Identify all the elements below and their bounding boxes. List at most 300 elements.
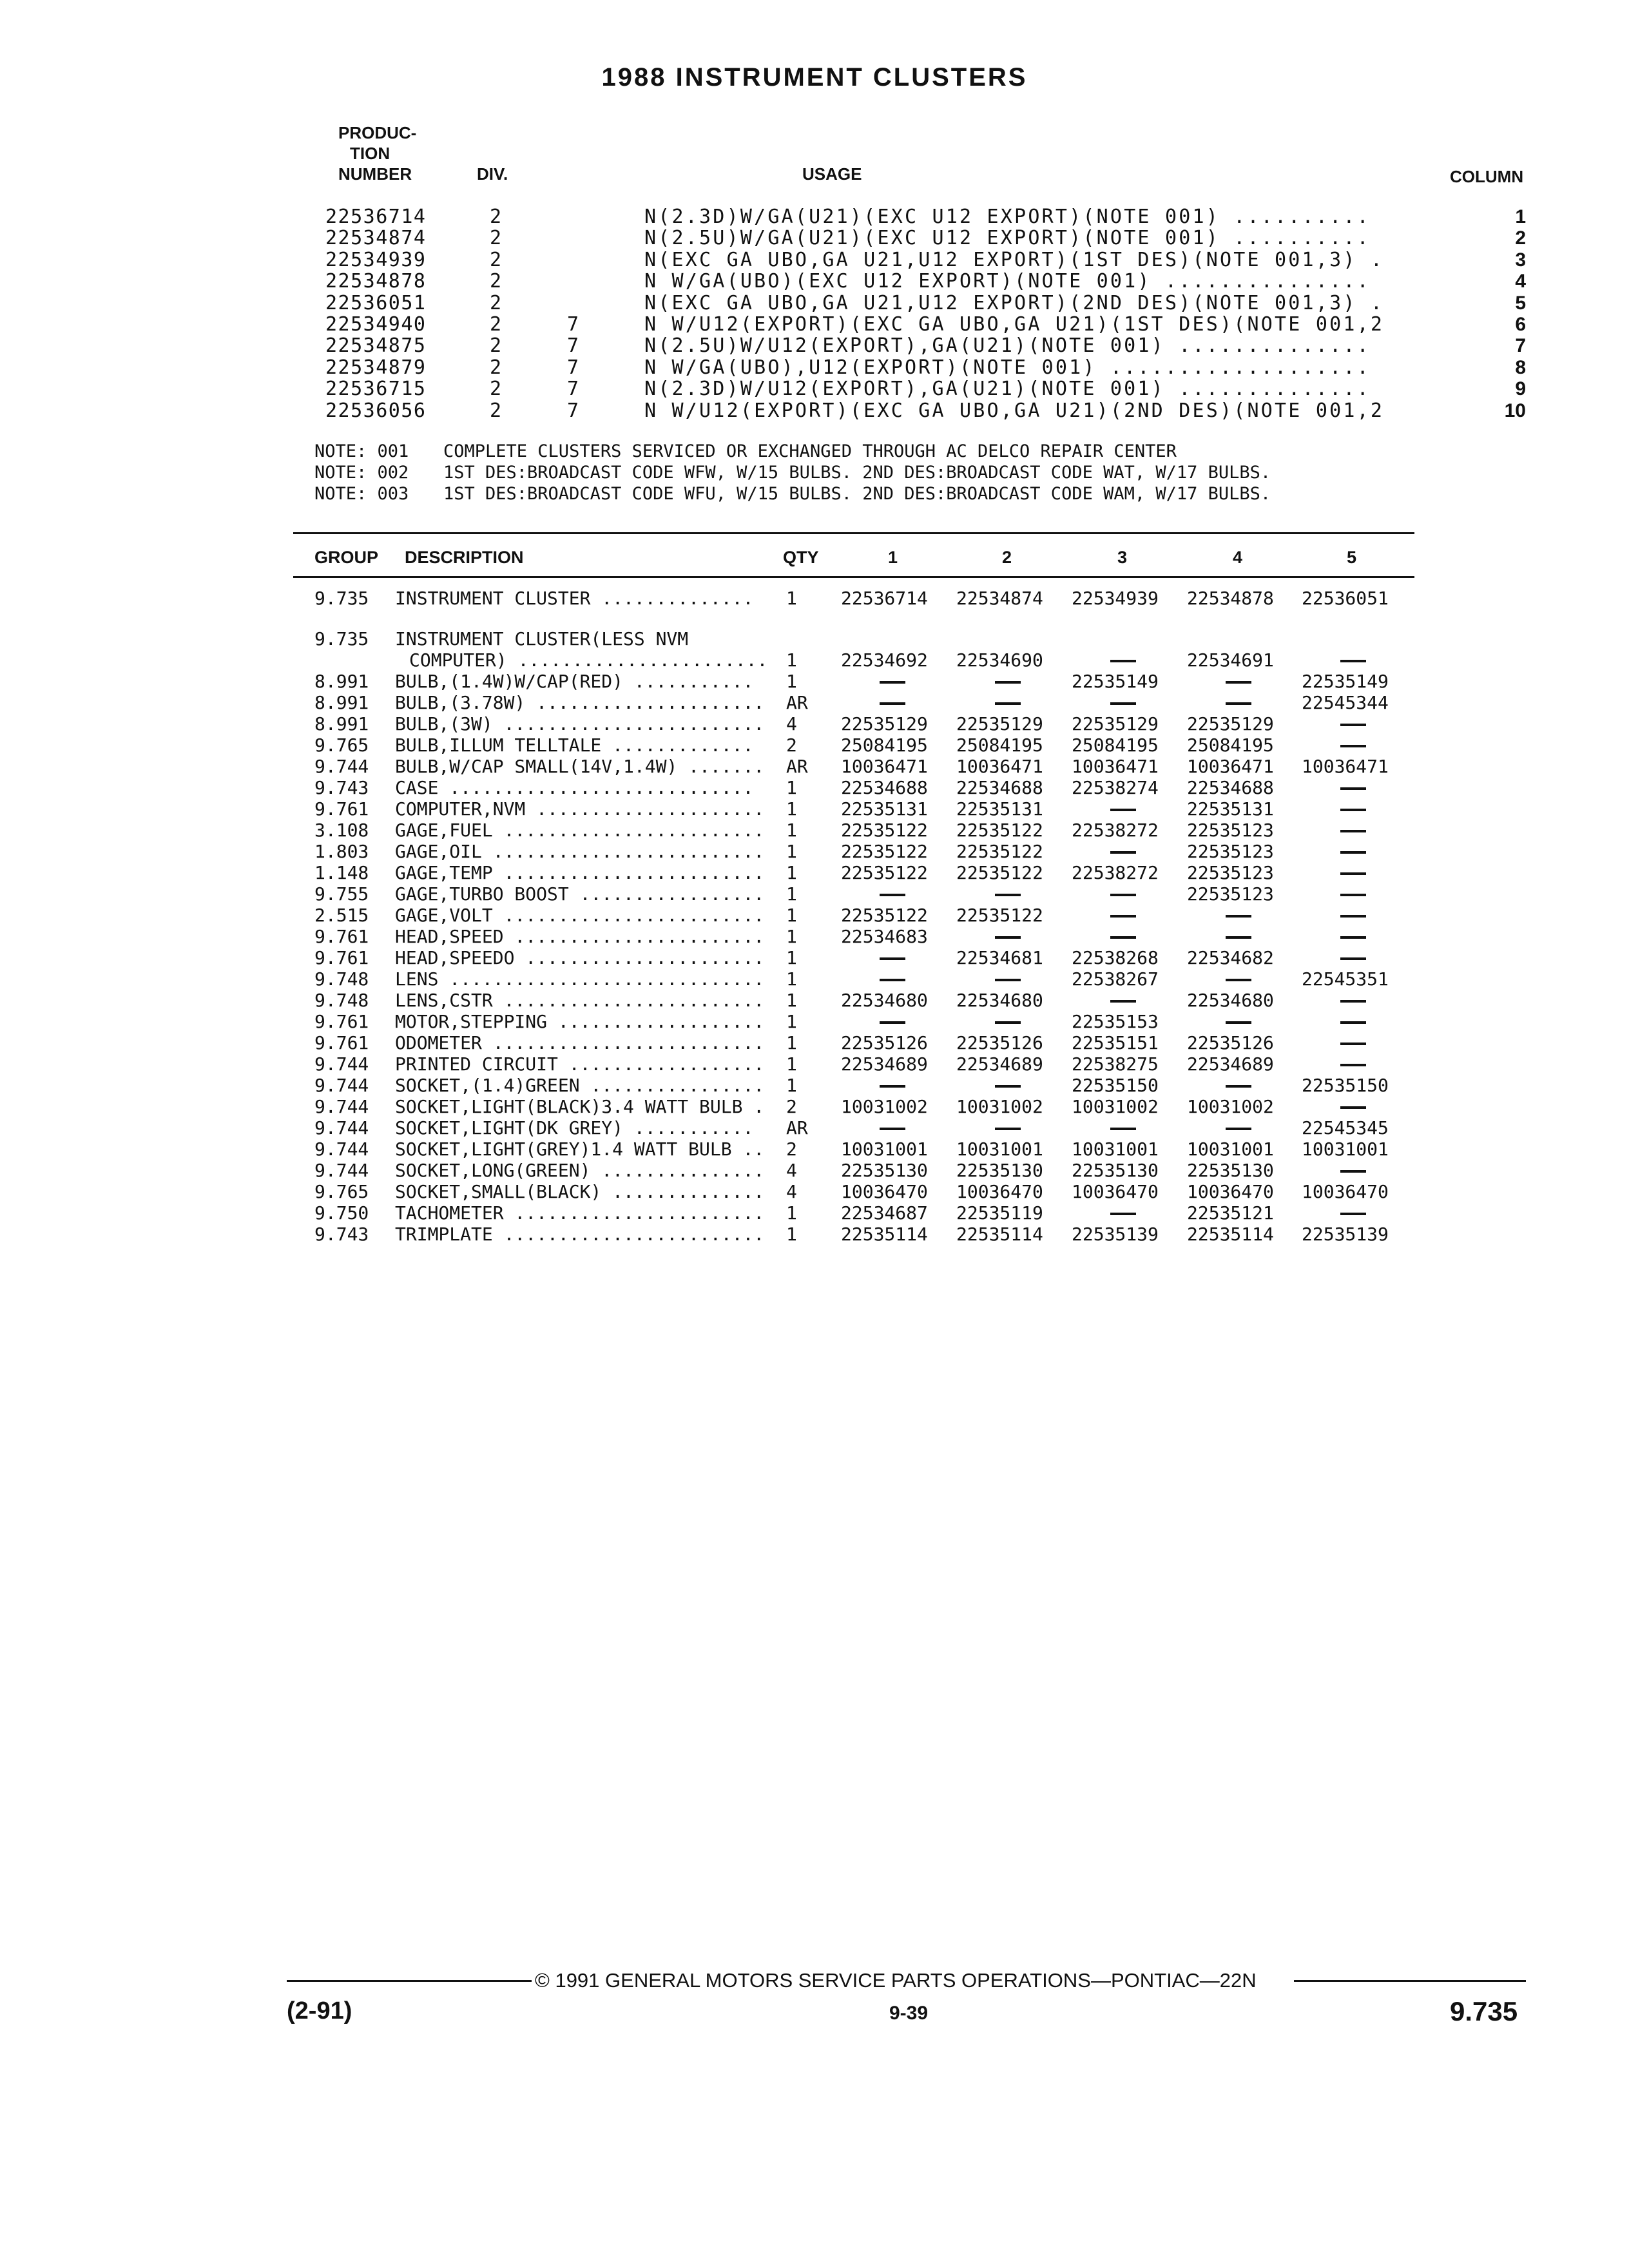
part-number-col-1: [841, 947, 905, 968]
footer-page-number: 9-39: [889, 2003, 929, 2024]
production-column: 6: [1515, 313, 1526, 335]
part-number-col-4: 10031002: [1187, 1096, 1274, 1117]
th-col-3: 3: [1117, 548, 1128, 567]
part-qty: 2: [786, 1096, 797, 1117]
table-row: [0, 947, 1629, 968]
part-group: 8.991: [314, 713, 369, 735]
not-applicable-dash: [1340, 957, 1366, 960]
not-applicable-dash: [1226, 936, 1251, 939]
not-applicable-dash: [995, 1085, 1021, 1088]
footer-rule-left: [287, 1980, 532, 1982]
part-group: 9.748: [314, 990, 369, 1011]
part-number-col-3: 22535150: [1072, 1075, 1159, 1096]
part-number-col-4: 22534680: [1187, 990, 1274, 1011]
not-applicable-dash: [995, 979, 1021, 981]
part-group: 9.761: [314, 798, 369, 820]
production-div: 2: [490, 227, 502, 250]
not-applicable-dash: [1110, 915, 1136, 918]
not-applicable-dash: [1110, 1213, 1136, 1215]
part-group: 1.148: [314, 862, 369, 883]
table-row: [0, 1096, 1629, 1117]
not-applicable-dash: [1340, 1000, 1366, 1003]
production-column: 5: [1515, 292, 1526, 314]
part-number-col-1: 22535126: [841, 1032, 928, 1053]
production-row: [0, 335, 1629, 356]
note-text: COMPLETE CLUSTERS SERVICED OR EXCHANGED THROUGH AC DELCO REPAIR CENTER: [443, 441, 1177, 461]
part-number-col-3: 22538272: [1072, 820, 1159, 841]
table-row: [0, 756, 1629, 777]
table-row: [0, 628, 1629, 649]
table-row: [0, 1032, 1629, 1053]
part-group: 8.991: [314, 692, 369, 713]
part-number-col-4: 22534691: [1187, 649, 1274, 671]
not-applicable-dash: [880, 1021, 905, 1024]
not-applicable-dash: [995, 936, 1021, 939]
part-description: TRIMPLATE ........................: [395, 1224, 765, 1245]
part-number-col-3: 22535151: [1072, 1032, 1159, 1053]
part-group: 9.735: [314, 588, 369, 609]
production-row: [0, 227, 1629, 249]
production-column: 1: [1515, 206, 1526, 227]
part-number-col-2: 22535122: [956, 841, 1043, 862]
production-table: [0, 206, 1629, 421]
part-number-col-5: 10036471: [1302, 756, 1389, 777]
table-row: [0, 1202, 1629, 1224]
part-number-col-5: 22545351: [1302, 968, 1389, 990]
production-div: 2: [490, 206, 502, 228]
part-description: SOCKET,LONG(GREEN) ...............: [395, 1160, 765, 1181]
part-number-col-5: [1302, 1032, 1366, 1053]
part-number-col-2: 22534874: [956, 588, 1043, 609]
header-usage: USAGE: [802, 164, 862, 184]
not-applicable-dash: [995, 681, 1021, 684]
part-number-col-3: [1072, 883, 1136, 905]
table-row: [0, 1075, 1629, 1096]
part-number-col-3: [1072, 1117, 1136, 1139]
part-number-col-3: 22538268: [1072, 947, 1159, 968]
part-qty: 2: [786, 1139, 797, 1160]
part-number-col-5: [1302, 1096, 1366, 1117]
not-applicable-dash: [1340, 830, 1366, 832]
production-div-secondary: 7: [567, 356, 579, 379]
part-number-col-2: 22535122: [956, 905, 1043, 926]
part-number-col-1: [841, 692, 905, 713]
part-qty: 4: [786, 1181, 797, 1202]
production-usage: N(EXC GA UBO,GA U21,U12 EXPORT)(2ND DES)(NOTE 001,3) .: [644, 291, 1385, 314]
production-number: 22534874: [325, 227, 427, 250]
part-group: 9.761: [314, 1032, 369, 1053]
not-applicable-dash: [1340, 936, 1366, 939]
table-row: [0, 883, 1629, 905]
production-usage: N W/U12(EXPORT)(EXC GA UBO,GA U21)(2ND DES)(NOTE 001,2: [644, 399, 1385, 422]
part-number-col-5: 10031001: [1302, 1139, 1389, 1160]
production-div: 2: [490, 248, 502, 271]
table-row: [0, 713, 1629, 735]
part-number-col-5: [1302, 990, 1366, 1011]
production-usage: N W/GA(UBO)(EXC U12 EXPORT)(NOTE 001) ...............: [644, 270, 1371, 293]
note-line: [314, 483, 1271, 505]
part-number-col-2: 22535129: [956, 713, 1043, 735]
part-number-col-2: [956, 692, 1021, 713]
part-group: 9.744: [314, 1096, 369, 1117]
part-number-col-1: 22535129: [841, 713, 928, 735]
part-description: LENS .............................: [395, 968, 765, 990]
part-number-col-4: 22535114: [1187, 1224, 1274, 1245]
part-number-col-4: 10036471: [1187, 756, 1274, 777]
part-group: 9.761: [314, 947, 369, 968]
part-group: 8.991: [314, 671, 369, 692]
table-row: [0, 1139, 1629, 1160]
not-applicable-dash: [1340, 745, 1366, 747]
part-number-col-5: [1302, 841, 1366, 862]
part-number-col-4: 22535123: [1187, 862, 1274, 883]
part-group: 9.750: [314, 1202, 369, 1224]
part-number-col-5: 22545344: [1302, 692, 1389, 713]
part-qty: 1: [786, 1224, 797, 1245]
not-applicable-dash: [1110, 1128, 1136, 1130]
part-number-col-1: 22535122: [841, 841, 928, 862]
part-number-col-1: 22534683: [841, 926, 928, 947]
production-usage: N(2.3D)W/GA(U21)(EXC U12 EXPORT)(NOTE 001) ..........: [644, 206, 1371, 228]
part-number-col-2: 22534689: [956, 1053, 1043, 1075]
part-number-col-5: [1302, 862, 1366, 883]
part-number-col-4: [1187, 1075, 1251, 1096]
part-description: GAGE,VOLT ........................: [395, 905, 765, 926]
not-applicable-dash: [1340, 1043, 1366, 1045]
production-number: 22536051: [325, 291, 427, 314]
part-number-col-4: [1187, 905, 1251, 926]
production-number: 22536056: [325, 399, 427, 422]
th-col-2: 2: [1002, 548, 1012, 567]
part-description: BULB,W/CAP SMALL(14V,1.4W) .......: [395, 756, 765, 777]
not-applicable-dash: [1110, 936, 1136, 939]
not-applicable-dash: [1340, 1106, 1366, 1109]
part-description: ODOMETER .........................: [395, 1032, 765, 1053]
header-production-line3: NUMBER: [338, 164, 412, 184]
part-qty: 1: [786, 1032, 797, 1053]
part-group: 9.765: [314, 735, 369, 756]
not-applicable-dash: [1340, 809, 1366, 811]
part-number-col-2: 22535126: [956, 1032, 1043, 1053]
part-number-col-4: 22535123: [1187, 820, 1274, 841]
not-applicable-dash: [995, 894, 1021, 896]
part-number-col-5: 10036470: [1302, 1181, 1389, 1202]
production-column: 9: [1515, 378, 1526, 400]
part-number-col-3: 10031002: [1072, 1096, 1159, 1117]
not-applicable-dash: [1110, 894, 1136, 896]
part-description: INSTRUMENT CLUSTER ..............: [395, 588, 754, 609]
production-column: 7: [1515, 335, 1526, 357]
production-div-secondary: 7: [567, 399, 579, 422]
production-div-secondary: 7: [567, 378, 579, 401]
part-number-col-4: 22535129: [1187, 713, 1274, 735]
part-number-col-1: [841, 883, 905, 905]
not-applicable-dash: [1340, 1170, 1366, 1173]
part-number-col-3: 10036471: [1072, 756, 1159, 777]
part-number-col-4: 25084195: [1187, 735, 1274, 756]
production-number: 22536714: [325, 206, 427, 228]
not-applicable-dash: [1226, 979, 1251, 981]
table-row: [0, 1181, 1629, 1202]
part-description: TACHOMETER .......................: [395, 1202, 765, 1224]
production-row: [0, 206, 1629, 227]
part-qty: 1: [786, 1011, 797, 1032]
table-row: [0, 671, 1629, 692]
part-number-col-1: 22535130: [841, 1160, 928, 1181]
footer-group-number: 9.735: [1450, 1996, 1518, 2026]
part-number-col-1: [841, 968, 905, 990]
part-number-col-3: [1072, 798, 1136, 820]
note-text: 1ST DES:BROADCAST CODE WFU, W/15 BULBS. 2ND DES:BROADCAST CODE WAM, W/17 BULBS.: [443, 484, 1271, 504]
part-number-col-2: [956, 1075, 1021, 1096]
header-div: DIV.: [477, 164, 508, 184]
th-qty: QTY: [783, 548, 819, 567]
part-group: 2.515: [314, 905, 369, 926]
not-applicable-dash: [1340, 851, 1366, 854]
part-number-col-3: [1072, 990, 1136, 1011]
not-applicable-dash: [1226, 915, 1251, 918]
part-description: SOCKET,(1.4)GREEN ................: [395, 1075, 765, 1096]
part-description: HEAD,SPEED .......................: [395, 926, 765, 947]
table-row: [0, 926, 1629, 947]
part-number-col-4: 22535123: [1187, 883, 1274, 905]
part-description: SOCKET,LIGHT(GREY)1.4 WATT BULB ..: [395, 1139, 765, 1160]
part-qty: 2: [786, 735, 797, 756]
part-number-col-1: 10036470: [841, 1181, 928, 1202]
part-number-col-5: [1302, 1053, 1366, 1075]
part-number-col-1: 22535122: [841, 905, 928, 926]
part-number-col-4: [1187, 1117, 1251, 1139]
not-applicable-dash: [880, 681, 905, 684]
part-description: GAGE,FUEL ........................: [395, 820, 765, 841]
part-description: CASE ............................: [395, 777, 754, 798]
table-row: [0, 1117, 1629, 1139]
part-description: BULB,(1.4W)W/CAP(RED) ...........: [395, 671, 754, 692]
not-applicable-dash: [1226, 681, 1251, 684]
part-description: SOCKET,LIGHT(DK GREY) ...........: [395, 1117, 754, 1139]
production-row: [0, 378, 1629, 399]
part-number-col-1: 22535122: [841, 820, 928, 841]
part-number-col-4: [1187, 692, 1251, 713]
production-div: 2: [490, 312, 502, 336]
part-number-col-5: [1302, 905, 1366, 926]
header-column: COLUMN: [1450, 167, 1524, 186]
not-applicable-dash: [880, 979, 905, 981]
part-number-col-5: 22535150: [1302, 1075, 1389, 1096]
part-number-col-3: 10036470: [1072, 1181, 1159, 1202]
part-number-col-5: [1302, 820, 1366, 841]
part-number-col-1: 10031002: [841, 1096, 928, 1117]
part-number-col-2: 22534680: [956, 990, 1043, 1011]
part-description: HEAD,SPEEDO ......................: [395, 947, 765, 968]
part-qty: 1: [786, 947, 797, 968]
part-number-col-5: [1302, 883, 1366, 905]
part-description: LENS,CSTR ........................: [395, 990, 765, 1011]
part-number-col-3: 22535149: [1072, 671, 1159, 692]
part-description: MOTOR,STEPPING ...................: [395, 1011, 765, 1032]
part-number-col-2: [956, 968, 1021, 990]
part-number-col-2: 22534690: [956, 649, 1043, 671]
production-column: 8: [1515, 356, 1526, 378]
not-applicable-dash: [1340, 894, 1366, 896]
part-number-col-3: 22538272: [1072, 862, 1159, 883]
not-applicable-dash: [1110, 702, 1136, 705]
production-row: [0, 271, 1629, 292]
part-number-col-1: 22534687: [841, 1202, 928, 1224]
part-number-col-2: 22535119: [956, 1202, 1043, 1224]
note-text: 1ST DES:BROADCAST CODE WFW, W/15 BULBS. 2ND DES:BROADCAST CODE WAT, W/17 BULBS.: [443, 463, 1271, 483]
not-applicable-dash: [1340, 872, 1366, 875]
part-number-col-5: [1302, 798, 1366, 820]
production-usage: N(EXC GA UBO,GA U21,U12 EXPORT)(1ST DES)(NOTE 001,3) .: [644, 248, 1385, 271]
note-label: NOTE: 002: [314, 463, 409, 483]
part-number-col-1: [841, 1117, 905, 1139]
part-number-col-2: [956, 1011, 1021, 1032]
part-number-col-2: 22534681: [956, 947, 1043, 968]
part-qty: 1: [786, 968, 797, 990]
part-number-col-3: [1072, 905, 1136, 926]
part-description: COMPUTER) .......................: [409, 649, 768, 671]
production-usage: N(2.5U)W/GA(U21)(EXC U12 EXPORT)(NOTE 001) ..........: [644, 227, 1371, 250]
part-number-col-4: [1187, 1011, 1251, 1032]
table-row: [0, 990, 1629, 1011]
part-number-col-4: 22534878: [1187, 588, 1274, 609]
part-number-col-4: [1187, 926, 1251, 947]
part-number-col-1: 10036471: [841, 756, 928, 777]
part-number-col-3: 22538274: [1072, 777, 1159, 798]
part-qty: 1: [786, 990, 797, 1011]
part-number-col-1: 22534689: [841, 1053, 928, 1075]
part-number-col-2: 22535122: [956, 820, 1043, 841]
header-production-line2: TION: [350, 144, 390, 163]
part-number-col-1: 22534688: [841, 777, 928, 798]
part-number-col-2: 10036471: [956, 756, 1043, 777]
part-number-col-3: [1072, 1202, 1136, 1224]
part-group: 9.744: [314, 1053, 369, 1075]
not-applicable-dash: [1110, 809, 1136, 811]
part-number-col-4: 10031001: [1187, 1139, 1274, 1160]
table-top-rule: [293, 532, 1414, 534]
part-group: 9.743: [314, 1224, 369, 1245]
part-number-col-5: [1302, 947, 1366, 968]
part-number-col-2: 22535114: [956, 1224, 1043, 1245]
not-applicable-dash: [995, 702, 1021, 705]
th-col-1: 1: [888, 548, 898, 567]
part-description: GAGE,TURBO BOOST .................: [395, 883, 765, 905]
production-column: 4: [1515, 271, 1526, 293]
part-number-col-1: 10031001: [841, 1139, 928, 1160]
production-number: 22534939: [325, 248, 427, 271]
part-number-col-2: [956, 926, 1021, 947]
note-label: NOTE: 001: [314, 441, 409, 461]
part-number-col-2: 10031001: [956, 1139, 1043, 1160]
part-group: 9.744: [314, 1117, 369, 1139]
production-usage: N W/U12(EXPORT)(EXC GA UBO,GA U21)(1ST DES)(NOTE 001,2: [644, 312, 1385, 336]
table-row: [0, 692, 1629, 713]
production-div-secondary: 7: [567, 334, 579, 358]
part-number-col-2: 22535122: [956, 862, 1043, 883]
not-applicable-dash: [880, 1085, 905, 1088]
production-usage: N W/GA(UBO),U12(EXPORT)(NOTE 001) ...................: [644, 356, 1371, 379]
table-header-rule: [293, 576, 1414, 578]
not-applicable-dash: [995, 1021, 1021, 1024]
production-div: 2: [490, 356, 502, 379]
parts-table: [0, 588, 1629, 1245]
production-number: 22534875: [325, 334, 427, 358]
part-qty: 1: [786, 905, 797, 926]
part-number-col-5: [1302, 926, 1366, 947]
part-qty: 1: [786, 1202, 797, 1224]
production-div-secondary: 7: [567, 312, 579, 336]
part-group: 9.748: [314, 968, 369, 990]
part-group: 1.803: [314, 841, 369, 862]
part-qty: 1: [786, 649, 797, 671]
table-row: [0, 798, 1629, 820]
not-applicable-dash: [1340, 724, 1366, 726]
part-number-col-1: 22534692: [841, 649, 928, 671]
part-qty: 1: [786, 883, 797, 905]
part-number-col-5: [1302, 1202, 1366, 1224]
not-applicable-dash: [880, 894, 905, 896]
table-row: [0, 1011, 1629, 1032]
production-div: 2: [490, 291, 502, 314]
production-row: [0, 357, 1629, 378]
part-group: 9.735: [314, 628, 369, 649]
table-row: [0, 735, 1629, 756]
part-number-col-3: 22535153: [1072, 1011, 1159, 1032]
part-group: 9.761: [314, 926, 369, 947]
production-row: [0, 400, 1629, 421]
part-description: SOCKET,SMALL(BLACK) ..............: [395, 1181, 765, 1202]
part-qty: 1: [786, 798, 797, 820]
part-number-col-4: 22534689: [1187, 1053, 1274, 1075]
not-applicable-dash: [880, 957, 905, 960]
part-number-col-1: 22535114: [841, 1224, 928, 1245]
part-qty: AR: [786, 756, 808, 777]
production-column: 10: [1504, 399, 1526, 421]
part-description: BULB,(3W) ........................: [395, 713, 765, 735]
part-number-col-5: [1302, 777, 1366, 798]
part-number-col-2: [956, 1117, 1021, 1139]
production-number: 22534940: [325, 312, 427, 336]
production-div: 2: [490, 378, 502, 401]
part-group: 9.743: [314, 777, 369, 798]
production-usage: N(2.5U)W/U12(EXPORT),GA(U21)(NOTE 001) ..............: [644, 334, 1371, 358]
table-row: [0, 841, 1629, 862]
part-qty: 1: [786, 671, 797, 692]
header-production-line1: PRODUC-: [338, 123, 417, 142]
part-number-col-2: 22535130: [956, 1160, 1043, 1181]
part-number-col-2: [956, 883, 1021, 905]
not-applicable-dash: [995, 1128, 1021, 1130]
production-div: 2: [490, 334, 502, 358]
part-number-col-5: [1302, 713, 1366, 735]
part-number-col-3: 22535130: [1072, 1160, 1159, 1181]
production-div: 2: [490, 270, 502, 293]
table-row: [0, 862, 1629, 883]
part-number-col-5: [1302, 1011, 1366, 1032]
not-applicable-dash: [1226, 1021, 1251, 1024]
production-row: [0, 314, 1629, 335]
footer-copyright: © 1991 GENERAL MOTORS SERVICE PARTS OPERATIONS—PONTIAC—22N: [535, 1969, 1257, 1992]
part-number-col-3: 10031001: [1072, 1139, 1159, 1160]
part-number-col-3: [1072, 692, 1136, 713]
part-number-col-1: 25084195: [841, 735, 928, 756]
header-production-number: [338, 122, 416, 184]
part-number-col-3: 25084195: [1072, 735, 1159, 756]
not-applicable-dash: [1340, 1021, 1366, 1024]
part-number-col-4: 22535126: [1187, 1032, 1274, 1053]
